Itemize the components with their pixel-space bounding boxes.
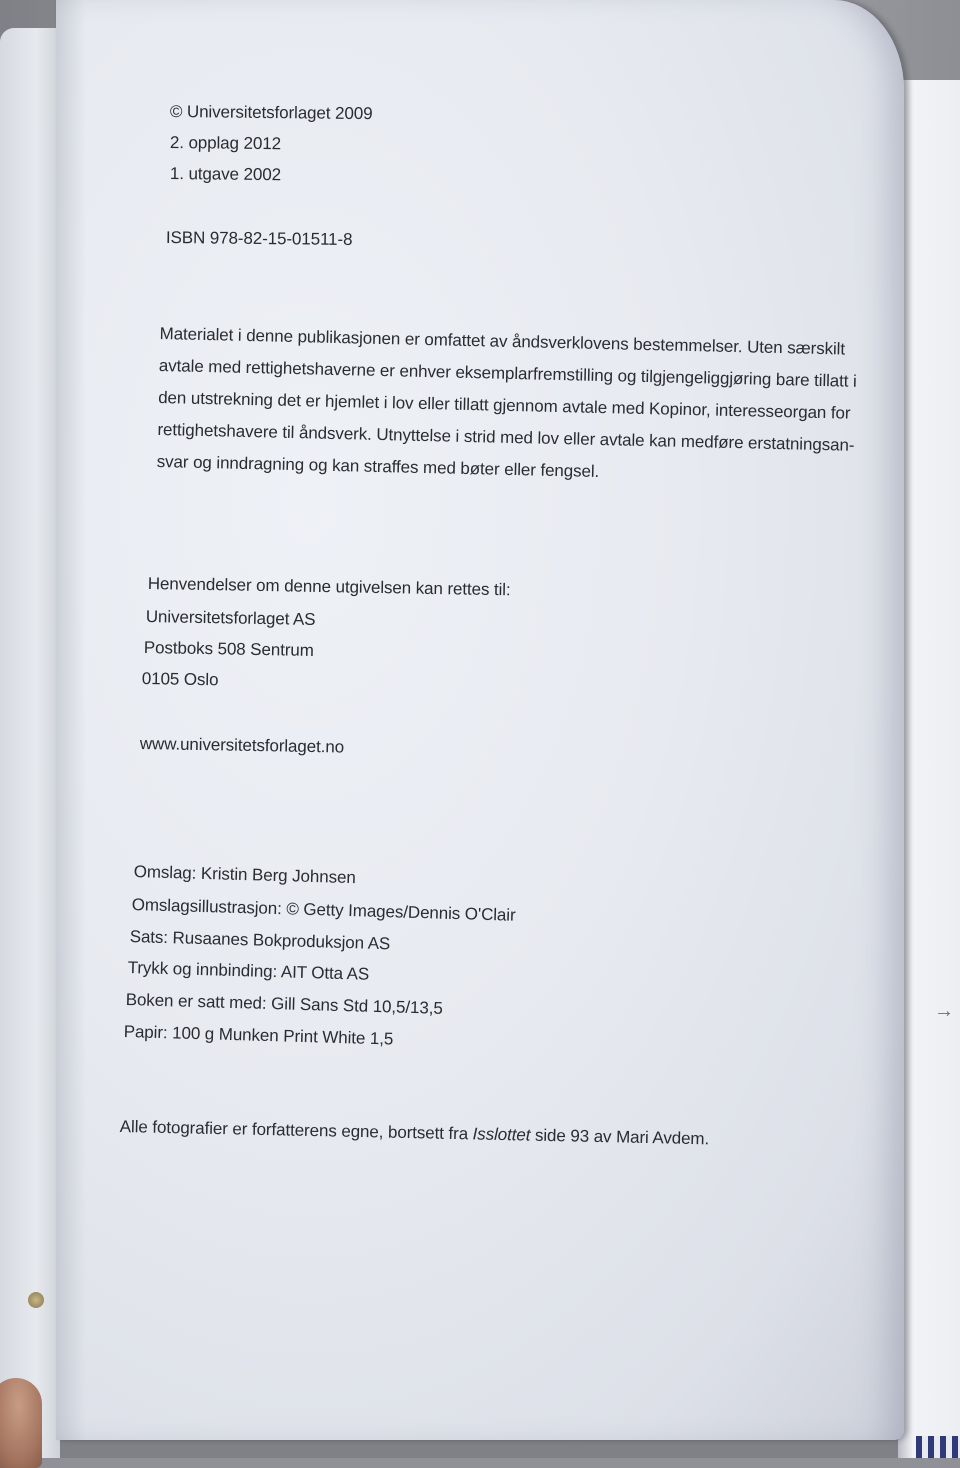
rights-notice-line: svar og inndragning og kan straffes med bøter eller fengsel. [156, 451, 600, 482]
rights-notice-line: Materialet i denne publikasjonen er omfattet av åndsverklovens bestemmelser. Uten særskilt [159, 323, 846, 359]
contact-intro: Henvendelser om denne utgivelsen kan rettes til: [147, 574, 511, 600]
rights-notice-paragraph [156, 318, 859, 494]
printing-line: 2. opplag 2012 [169, 133, 282, 154]
credit-paper: Papir: 100 g Munken Print White 1,5 [123, 1022, 394, 1049]
paper-speck [28, 1292, 44, 1308]
book-page-stack [898, 80, 960, 1458]
photo-credit-suffix: side 93 av Mari Avdem. [530, 1125, 710, 1149]
book-page [56, 0, 904, 1440]
credit-printing-binding: Trykk og innbinding: AIT Otta AS [127, 958, 370, 984]
photo-credit-line [120, 1117, 710, 1149]
city: 0105 Oslo [141, 669, 219, 690]
copyright-line: © Universitetsforlaget 2009 [169, 102, 373, 124]
book-cover-stripe [916, 1436, 960, 1458]
thumb-holding-book [0, 1378, 42, 1468]
publisher-name: Universitetsforlaget AS [145, 607, 316, 629]
underlying-page-edge [0, 28, 60, 1458]
rights-notice-line: rettighetshavere til åndsverk. Utnyttelse i strid med lov eller avtale kan medføre erstatningsan- [157, 419, 855, 455]
po-box: Postboks 508 Sentrum [143, 638, 314, 660]
credit-typesetting: Sats: Rusaanes Bokproduksjon AS [129, 927, 391, 954]
credit-cover-illustration: Omslagsillustrasjon: © Getty Images/Dennis O'Clair [131, 895, 516, 925]
credit-typeface: Boken er satt med: Gill Sans Std 10,5/13,5 [125, 990, 443, 1018]
edition-line: 1. utgave 2002 [169, 164, 282, 185]
page-gutter-shadow [56, 0, 86, 1440]
credit-cover: Omslag: Kristin Berg Johnsen [133, 862, 356, 888]
photo-credit-prefix: Alle fotografier er forfatterens egne, bortsett fra [119, 1117, 473, 1144]
rights-notice-line: den utstrekning det er hjemlet i lov eller tillatt gjennom avtale med Kopinor, interesseorgan for [157, 387, 851, 423]
isbn-line: ISBN 978-82-15-01511-8 [165, 228, 353, 249]
arrow-mark-icon: → [934, 1000, 954, 1022]
website-link: www.universitetsforlaget.no [139, 734, 345, 757]
photo-credit-title: Isslottet [472, 1124, 531, 1145]
rights-notice-line: avtale med rettighetshaverne er enhver eksemplarfremstilling og tilgjengeliggjøring bare tillatt i [158, 355, 857, 391]
